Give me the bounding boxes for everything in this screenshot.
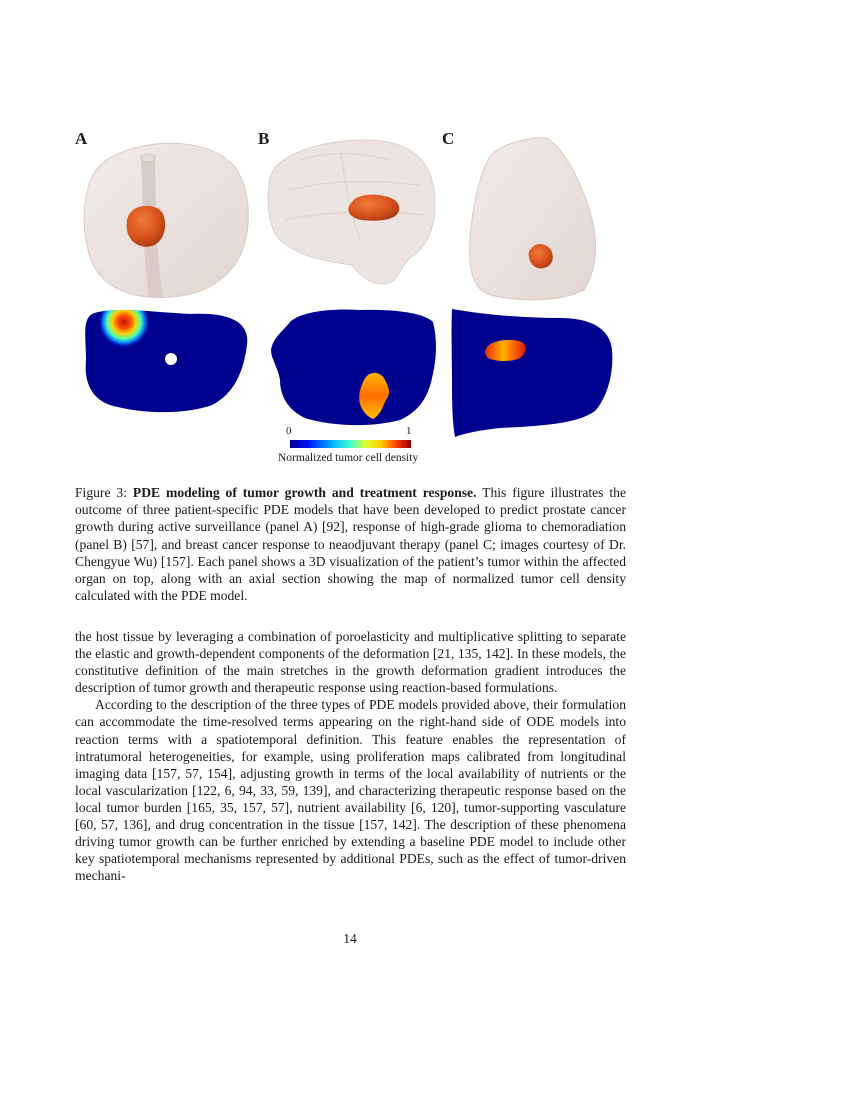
panel-a-tumor xyxy=(127,206,165,247)
paragraph-2: According to the description of the three types of PDE models provided above, their formulation can accommodate the time-resolved terms appearing on the right-hand side of ODE models into reaction terms with a spatiotemporal definition. This feature enables the representation of intratumoral heterogeneities, for example, using proliferation maps calibrated from longitudinal imaging data [157, 57, 154], adjusting growth in terms of the local availability of nutrients or the local vascularization [122, 6, 94, 33, 59, 139], and characterizing therapeutic response based on the local tumor burden [165, 35, 157, 57], nutrient availability [6, 120], tumor-supporting vasculature [60, 57, 136], and drug concentration in the tissue [157, 142]. The description of these phenomena driving tumor growth can be further enriched by extending a baseline PDE model to include other key spatiotemporal mechanisms represented by additional PDEs, such as the effect of tumor-driven mechani- xyxy=(75,697,626,884)
panel-label-c: C xyxy=(442,129,455,148)
colorbar xyxy=(290,440,411,448)
colorbar-gradient xyxy=(290,440,411,448)
panel-c-density-map xyxy=(452,309,613,437)
panel-b-tumor xyxy=(348,195,399,221)
panel-a-3d-organ xyxy=(84,143,248,297)
caption-text: This figure illustrates the outcome of three patient-specific PDE models that have been developed to predict prostate cancer growth during active surveillance (panel A) [92], response of high-grade glioma to chemoradiation (panel B) [57], and breast cancer response to neaodjuvant therapy (panel C; images courtesy of Dr. Chengyue Wu) [157]. Each panel shows a 3D visualization of the patient’s tumor within the affected organ on top, along with an axial section showing the map of normalized tumor cell density calculated with the PDE model. xyxy=(75,485,626,604)
figure-caption xyxy=(75,484,626,604)
colorbar-title: Normalized tumor cell density xyxy=(278,452,419,464)
panel-b-density-map xyxy=(271,310,436,426)
colorbar-max-label: 1 xyxy=(406,425,412,437)
panel-b-3d-organ xyxy=(268,140,435,284)
page-number: 14 xyxy=(343,931,357,946)
panel-c-3d-organ xyxy=(470,138,596,300)
caption-prefix: Figure 3: xyxy=(75,485,127,500)
body-text xyxy=(75,628,626,884)
figure-3-graphic xyxy=(0,0,850,480)
colorbar-min-label: 0 xyxy=(286,425,292,437)
paragraph-1: the host tissue by leveraging a combination of poroelasticity and multiplicative splitting to separate the elastic and growth-dependent components of the deformation [21, 135, 142]. In these models, the constitutive definition of the main stretches in the growth deformation gradient introduces the description of tumor growth and therapeutic response using reaction-based formulations. xyxy=(75,629,626,696)
panel-label-a: A xyxy=(75,129,88,148)
panel-label-b: B xyxy=(258,129,270,148)
panel-a-density-map xyxy=(85,296,247,412)
caption-title: PDE modeling of tumor growth and treatment response. xyxy=(132,485,477,500)
